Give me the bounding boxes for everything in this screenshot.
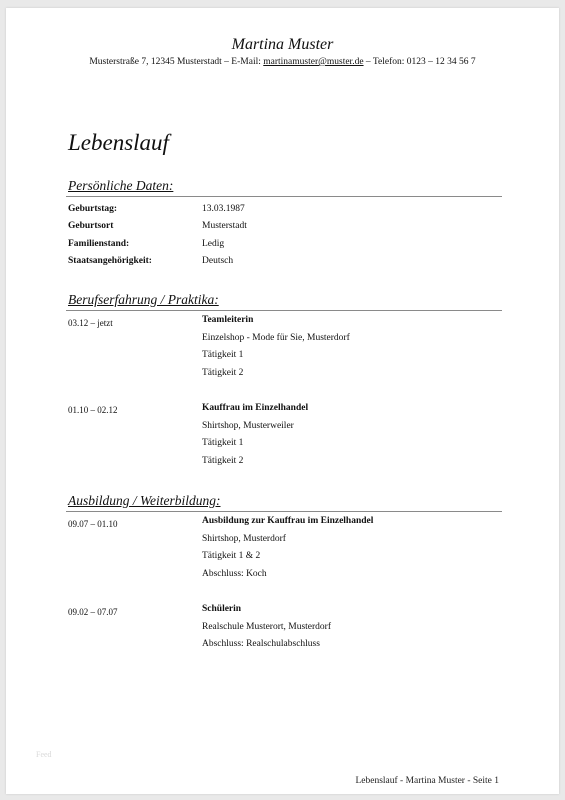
entry-line: Tätigkeit 1: [202, 438, 244, 449]
row-value: Musterstadt: [202, 221, 247, 231]
cv-page: [6, 8, 559, 794]
experience-entry: [202, 312, 350, 382]
watermark: Feed: [36, 750, 52, 759]
entry-date: 03.12 – jetzt: [68, 318, 113, 328]
entry-line: Tätigkeit 2: [202, 455, 244, 466]
entry-line: Tätigkeit 1 & 2: [202, 551, 261, 562]
entry-line: Tätigkeit 2: [202, 367, 244, 378]
entry-line: Realschule Musterort, Musterdorf: [202, 621, 332, 632]
row-label: Geburtsort: [68, 221, 114, 231]
applicant-name: Martina Muster: [231, 36, 334, 53]
row-value: Deutsch: [202, 256, 234, 266]
experience-entry: [202, 400, 308, 470]
phone-text: – Telefon: 0123 – 12 34 56 7: [363, 57, 476, 67]
page-footer: Lebenslauf - Martina Muster - Seite 1: [355, 776, 499, 786]
entry-date: 09.02 – 07.07: [68, 607, 118, 617]
email-link[interactable]: martinamuster@muster.de: [263, 57, 364, 67]
section-divider: [66, 511, 502, 512]
address-text: Musterstraße 7, 12345 Musterstadt – E-Mail:: [89, 57, 264, 67]
entry-role: Teamleiterin: [202, 315, 254, 325]
row-value: 13.03.1987: [202, 204, 245, 214]
experience-heading: Berufserfahrung / Praktika:: [68, 292, 219, 307]
entry-role: Kauffrau im Einzelhandel: [202, 403, 309, 413]
contact-line: [6, 57, 559, 67]
education-heading: Ausbildung / Weiterbildung:: [68, 493, 221, 508]
letterhead: [6, 36, 559, 67]
section-divider: [66, 310, 502, 311]
entry-line: Einzelshop - Mode für Sie, Musterdorf: [202, 332, 350, 343]
row-label: Familienstand:: [68, 239, 130, 249]
section-divider: [66, 196, 502, 197]
entry-line: Tätigkeit 1: [202, 350, 244, 361]
entry-line: Shirtshop, Musterweiler: [202, 420, 294, 431]
entry-date: 01.10 – 02.12: [68, 405, 118, 415]
entry-role: Schülerin: [202, 604, 242, 614]
entry-line: Abschluss: Koch: [202, 568, 267, 579]
entry-role: Ausbildung zur Kauffrau im Einzelhandel: [202, 516, 374, 526]
row-label: Staatsangehörigkeit:: [68, 256, 152, 266]
entry-line: Abschluss: Realschulabschluss: [202, 639, 320, 650]
entry-date: 09.07 – 01.10: [68, 519, 118, 529]
row-value: Ledig: [202, 239, 225, 249]
row-label: Geburtstag:: [68, 204, 118, 214]
education-entry: [202, 513, 373, 583]
document-title: Lebenslauf: [68, 130, 169, 155]
entry-line: Shirtshop, Musterdorf: [202, 533, 286, 544]
personal-data-heading: Persönliche Daten:: [68, 178, 174, 193]
education-entry: [202, 601, 331, 654]
